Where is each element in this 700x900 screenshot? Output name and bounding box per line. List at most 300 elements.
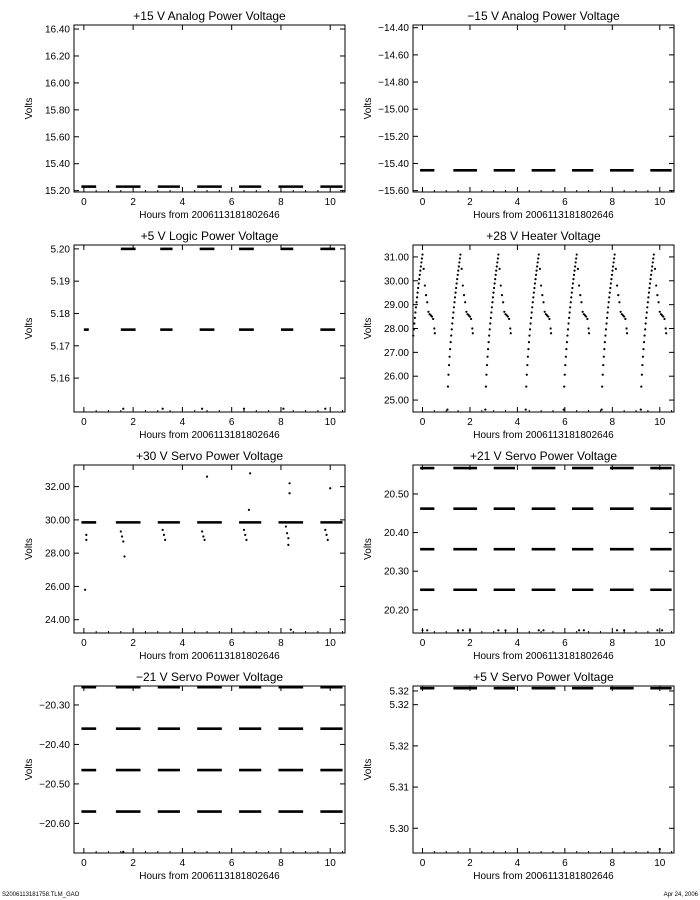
data-point [587,327,589,329]
data-point [540,284,542,286]
data-point [458,265,460,267]
x-axis-label: Hours from 2006113181802646 [473,210,614,221]
data-point [418,282,420,284]
x-axis-label: Hours from 2006113181802646 [473,651,614,662]
data-point [649,278,651,280]
x-tick-label: 0 [419,638,426,649]
data-point [413,328,415,330]
chart-title: +5 V Logic Power Voltage [140,229,279,243]
data-point [450,334,452,336]
y-axis-label: Volts [24,317,35,340]
y-tick-label: −20.50 [39,779,70,791]
data-point [569,306,571,308]
y-tick-label: 30.00 [383,276,409,288]
x-tick-label: 10 [654,638,666,649]
data-point [415,306,417,308]
data-point [416,292,418,294]
y-tick-label: 31.00 [383,252,409,264]
x-tick-label: 2 [130,638,136,649]
x-axis-label: Hours from 2006113181802646 [139,651,280,662]
data-point [122,540,124,542]
data-point [538,629,540,631]
y-tick-label: −15.00 [378,104,409,116]
data-point [489,322,491,324]
y-tick-label: 24.00 [44,615,70,627]
data-point [424,284,426,286]
data-point [643,334,645,336]
data-point [287,544,289,546]
chart-panel [363,229,674,441]
data-point [458,261,460,263]
data-point [412,334,414,336]
data-point [487,348,489,350]
data-point [588,332,590,334]
data-point [495,274,497,276]
data-point [457,629,459,631]
data-point [324,529,326,531]
chart-title: −15 V Analog Power Voltage [467,9,620,23]
x-tick-label: 4 [179,638,186,649]
y-axis-label: Volts [24,97,35,120]
y-tick-label: 20.50 [383,489,409,501]
y-tick-label: 15.80 [44,105,70,117]
data-point [642,356,644,358]
data-point [531,306,533,308]
data-point [244,534,246,536]
y-axis-label: Volts [24,758,35,781]
y-tick-label: 20.20 [383,605,409,617]
y-tick-label: 5.20 [50,244,70,256]
data-point [534,278,536,280]
data-point [288,482,290,484]
data-point [451,322,453,324]
data-point [416,296,418,298]
data-point [203,539,205,541]
data-point [434,332,436,334]
data-point [421,629,423,631]
data-point [535,270,537,272]
data-point [497,629,499,631]
x-tick-label: 8 [609,638,616,649]
data-point [245,539,247,541]
y-tick-label: 5.31 [389,782,409,794]
data-point [469,629,471,631]
data-point [569,311,571,313]
data-point [456,282,458,284]
data-point [565,356,567,358]
y-tick-label: 20.40 [383,528,409,540]
data-point [550,332,552,334]
data-point [471,327,473,329]
data-point [490,311,492,313]
data-point [536,265,538,267]
data-point [325,534,327,536]
data-point [662,315,664,317]
data-point [529,328,531,330]
data-point [567,322,569,324]
x-tick-label: 6 [228,417,235,428]
data-point [573,274,575,276]
data-point [525,409,527,411]
data-point [507,315,509,317]
y-tick-label: 26.00 [383,371,409,383]
data-point [286,532,288,534]
data-point [433,327,435,329]
data-point [431,315,433,317]
data-point [656,294,658,296]
plot-frame [74,465,345,633]
data-point [492,292,494,294]
y-axis-label: Volts [363,317,374,340]
chart-panel [363,670,674,882]
data-point [123,555,125,557]
data-point [656,629,658,631]
data-point [651,270,653,272]
data-point [496,265,498,267]
data-point [625,327,627,329]
y-tick-label: −15.60 [378,186,409,198]
data-point [425,294,427,296]
y-tick-label: 32.00 [44,482,70,494]
data-point [163,534,165,536]
data-point [609,287,611,289]
x-tick-label: 2 [467,858,473,869]
data-point [533,287,535,289]
data-point [550,327,552,329]
data-point [493,287,495,289]
chart-panel [24,670,345,882]
y-tick-label: −14.80 [378,77,409,89]
x-tick-label: 8 [609,417,616,428]
y-tick-label: 28.00 [44,548,70,560]
data-point [421,253,423,255]
data-point [432,318,434,320]
data-point [571,287,573,289]
data-point [650,274,652,276]
data-point [538,253,540,255]
data-point [548,318,550,320]
data-point [641,374,643,376]
data-point [528,341,530,343]
y-tick-label: 15.60 [44,132,70,144]
data-point [575,257,577,259]
data-point [604,341,606,343]
data-point [609,292,611,294]
data-point [626,332,628,334]
data-point [464,301,466,303]
data-point [457,274,459,276]
y-tick-label: 16.40 [44,24,70,36]
x-tick-label: 0 [81,197,87,208]
data-point [565,348,567,350]
data-point [665,332,667,334]
data-point [563,385,565,387]
y-tick-label: −14.40 [378,23,409,35]
x-tick-label: 6 [562,417,568,428]
data-point [494,282,496,284]
x-tick-label: 8 [278,417,284,428]
data-point [575,261,577,263]
x-tick-label: 0 [81,638,87,649]
data-point [450,341,452,343]
plot-frame [413,25,674,192]
data-point [620,311,622,313]
data-point [85,539,87,541]
x-tick-label: 6 [562,197,568,208]
data-point [539,268,541,270]
data-point [472,332,474,334]
data-point [624,318,626,320]
data-point [577,268,579,270]
data-point [568,317,570,319]
data-point [613,257,615,259]
data-point [243,529,245,531]
data-point [534,282,536,284]
data-point [602,364,604,366]
data-point [418,278,420,280]
data-point [528,334,530,336]
x-tick-label: 8 [609,197,616,208]
x-tick-label: 10 [324,197,336,208]
data-point [508,318,510,320]
data-point [451,328,453,330]
data-point [415,301,417,303]
y-tick-label: 5.16 [50,373,70,385]
data-point [585,315,587,317]
data-point [503,311,505,313]
x-tick-label: 0 [419,197,426,208]
data-point [491,306,493,308]
data-point [452,317,454,319]
x-tick-label: 2 [130,197,136,208]
x-tick-label: 2 [467,197,473,208]
data-point [541,294,543,296]
data-point [488,334,490,336]
data-point [454,296,456,298]
data-point [547,315,549,317]
data-point [570,301,572,303]
x-tick-label: 10 [324,417,336,428]
y-tick-label: −14.60 [378,50,409,62]
data-point [470,318,472,320]
data-point [529,322,531,324]
data-point [492,296,494,298]
data-point [611,270,613,272]
data-point [417,287,419,289]
y-tick-label: 16.00 [44,78,70,90]
data-point [509,327,511,329]
x-tick-label: 0 [419,417,426,428]
y-tick-label: 16.20 [44,51,70,63]
data-point [648,287,650,289]
data-point [580,301,582,303]
x-tick-label: 2 [467,638,473,649]
chart-title: +30 V Servo Power Voltage [135,449,284,463]
y-tick-label: 26.00 [44,581,70,593]
plot-frame [413,686,674,853]
x-tick-label: 2 [467,417,473,428]
x-tick-label: 10 [654,417,666,428]
data-point [455,287,457,289]
data-point [423,268,425,270]
x-tick-label: 4 [179,197,186,208]
data-point [530,317,532,319]
x-tick-label: 0 [81,417,87,428]
x-tick-label: 6 [228,197,235,208]
data-point [578,284,580,286]
data-point [572,278,574,280]
data-point [610,278,612,280]
data-point [329,487,331,489]
y-axis-label: Volts [363,538,374,560]
data-point [607,306,609,308]
data-point [414,311,416,313]
data-point [659,311,661,313]
y-tick-label: 5.30 [389,823,409,835]
data-point [122,851,124,853]
data-point [526,374,528,376]
chart-panel [24,229,345,441]
x-tick-label: 4 [514,858,521,869]
y-tick-label: 29.00 [383,300,409,312]
data-point [601,409,603,411]
data-point [605,322,607,324]
data-point [201,530,203,532]
data-point [659,848,661,850]
data-point [586,318,588,320]
data-point [646,306,648,308]
data-point [486,364,488,366]
data-point [640,409,642,411]
plot-frame [74,25,345,192]
data-point [497,253,499,255]
x-tick-label: 10 [324,638,336,649]
data-point [608,301,610,303]
data-point [606,317,608,319]
data-point [623,629,625,631]
x-tick-label: 6 [562,858,568,869]
data-point [426,629,428,631]
y-tick-label: 5.18 [50,308,70,320]
data-point [602,374,604,376]
y-tick-label: 25.00 [383,395,409,407]
data-point [504,629,506,631]
data-point [566,341,568,343]
data-point [448,364,450,366]
data-point [462,284,464,286]
data-point [162,408,164,410]
data-point [457,270,459,272]
data-point [501,294,503,296]
data-point [576,253,578,255]
data-point [419,274,421,276]
data-point [535,274,537,276]
x-axis-label: Hours from 2006113181802646 [473,871,614,882]
y-tick-label: −20.40 [39,739,70,751]
data-point [623,315,625,317]
data-point [652,257,654,259]
data-point [646,311,648,313]
data-point [544,311,546,313]
data-point [645,317,647,319]
data-point [642,348,644,350]
data-point [456,278,458,280]
data-point [206,476,208,478]
data-point [567,328,569,330]
data-point [495,270,497,272]
data-point [85,534,87,536]
data-point [447,385,449,387]
data-point [164,539,166,541]
y-tick-label: 28.00 [383,324,409,335]
data-point [201,408,203,410]
data-point [463,294,465,296]
data-point [603,348,605,350]
data-point [537,257,539,259]
chart-title: +5 V Servo Power Voltage [473,670,614,684]
data-point [582,311,584,313]
data-point [469,315,471,317]
footer-date: Apr 24, 2006 [663,892,698,898]
chart-panel [363,9,674,221]
chart-panel [24,449,345,662]
chart-title: −21 V Servo Power Voltage [135,670,284,684]
data-point [485,385,487,387]
data-point [607,311,609,313]
y-tick-label: 5.19 [50,276,70,288]
data-point [465,311,467,313]
y-tick-label: −15.40 [378,158,409,170]
x-tick-label: 10 [324,858,336,869]
data-point [640,385,642,387]
data-point [324,408,326,410]
data-point [611,274,613,276]
data-point [502,301,504,303]
data-point [608,296,610,298]
data-point [653,253,655,255]
x-tick-label: 4 [514,638,521,649]
x-axis-label: Hours from 2006113181802646 [139,871,280,882]
data-point [614,253,616,255]
x-tick-label: 4 [179,858,186,869]
data-point [570,296,572,298]
x-tick-label: 0 [81,858,87,869]
data-point [583,629,585,631]
data-point [564,364,566,366]
chart-title: +15 V Analog Power Voltage [133,9,286,23]
data-point [420,265,422,267]
data-point [542,629,544,631]
data-point [421,257,423,259]
x-tick-label: 2 [130,417,136,428]
data-point [500,284,502,286]
data-point [603,356,605,358]
data-point [426,301,428,303]
data-point [461,268,463,270]
chart-title: +21 V Servo Power Voltage [469,449,618,463]
data-point [663,318,665,320]
data-point [446,409,448,411]
data-point [612,261,614,263]
y-axis-label: Volts [24,538,35,560]
data-point [573,270,575,272]
data-point [537,261,539,263]
data-point [288,492,290,494]
data-point [655,284,657,286]
data-point [413,322,415,324]
data-point [579,294,581,296]
data-point [490,317,492,319]
